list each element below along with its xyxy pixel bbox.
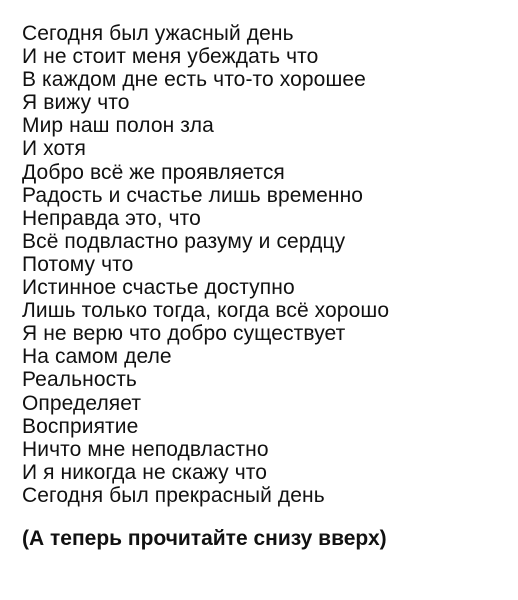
poem-line: Неправда это, что <box>22 206 201 230</box>
poem-line: Потому что <box>22 252 134 276</box>
poem-line: Истинное счастье доступно <box>22 276 295 300</box>
poem-line: Восприятие <box>22 414 139 438</box>
poem-line: Мир наш полон зла <box>22 114 214 138</box>
poem-line: Всё подвластно разуму и сердцу <box>22 229 346 253</box>
poem-line: Сегодня был прекрасный день <box>22 483 325 507</box>
poem-line: Радость и счастье лишь временно <box>22 183 364 207</box>
poem-line: Лишь только тогда, когда всё хорошо <box>22 299 390 323</box>
poem-line: И хотя <box>22 137 86 161</box>
poem-line: На самом деле <box>22 345 172 369</box>
poem-line: Добро всё же проявляется <box>22 160 285 184</box>
poem-line: В каждом дне есть что-то хорошее <box>22 68 366 92</box>
poem-line: Я не верю что добро существует <box>22 322 346 346</box>
poem-line: И не стоит меня убеждать что <box>22 45 319 69</box>
reading-instruction-note: (А теперь прочитайте снизу вверх) <box>22 526 387 550</box>
poem-line: И я никогда не скажу что <box>22 460 268 484</box>
poem-line: Определяет <box>22 391 142 415</box>
poem-document <box>22 22 512 551</box>
poem-line: Я вижу что <box>22 91 130 115</box>
poem-line: Ничто мне неподвластно <box>22 437 269 461</box>
poem-line: Реальность <box>22 368 137 392</box>
poem-line: Сегодня был ужасный день <box>22 22 294 45</box>
